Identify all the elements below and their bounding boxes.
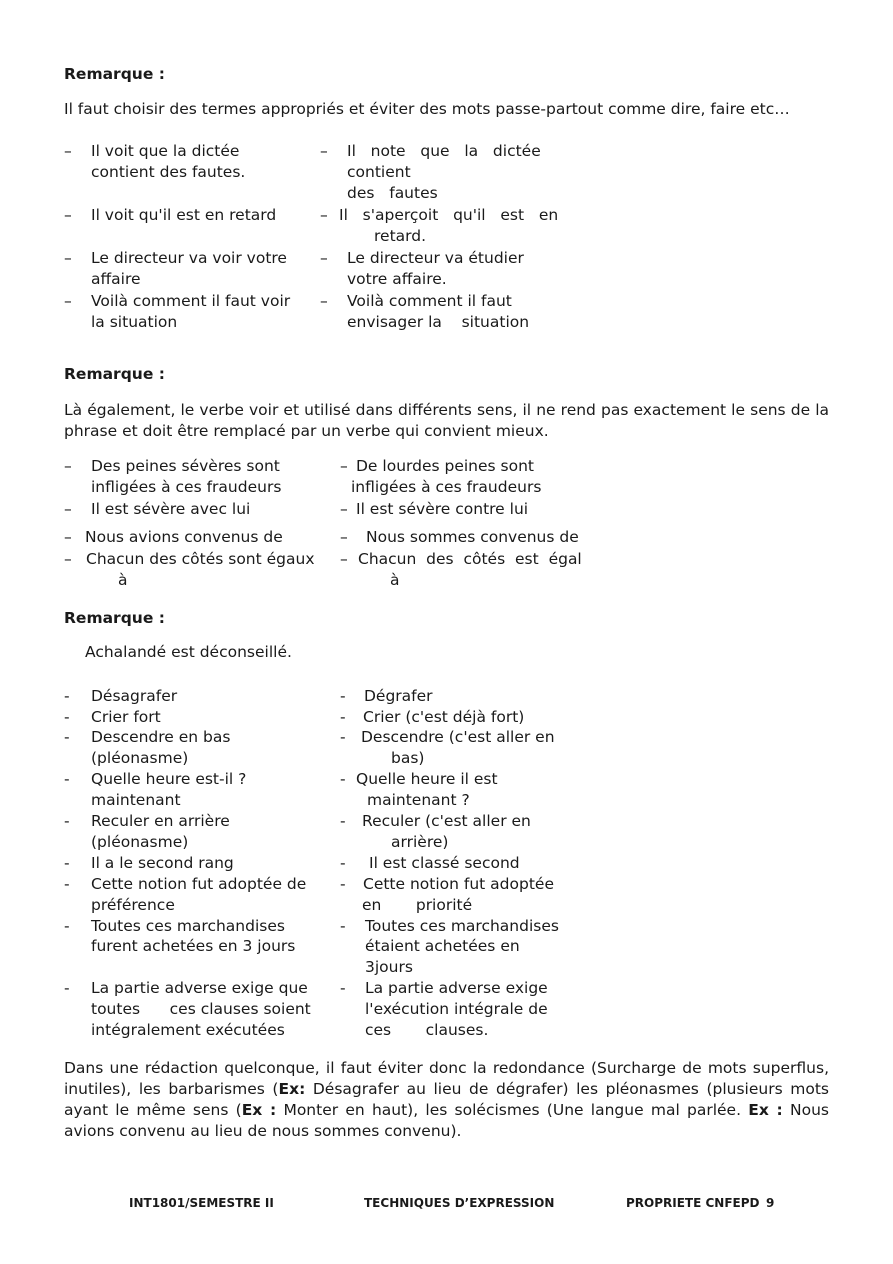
list-item: à: [118, 571, 128, 589]
dash: -: [64, 770, 70, 788]
list-item: Reculer en arrière: [91, 812, 230, 830]
remark-heading-3: Remarque :: [64, 609, 165, 627]
list-item: ces clauses.: [365, 1021, 489, 1039]
list-item: retard.: [374, 227, 427, 245]
dash: -: [340, 917, 346, 935]
list-item: La partie adverse exige: [365, 979, 548, 997]
list-item: Reculer (c'est aller en: [362, 812, 531, 830]
list-item: Chacun des côtés est égal: [358, 550, 582, 568]
list-item: Descendre (c'est aller en: [361, 728, 555, 746]
dash: -: [340, 979, 346, 997]
remark-heading-2: Remarque :: [64, 365, 165, 383]
dash: -: [340, 770, 346, 788]
list-item: furent achetées en 3 jours: [91, 937, 296, 955]
dash: –: [340, 550, 348, 568]
dash: -: [64, 854, 70, 872]
list-item: Voilà comment il faut voir: [91, 292, 291, 310]
list-item: 3jours: [365, 958, 413, 976]
list-item: contient: [347, 163, 411, 181]
list-item: Il note que la dictée: [347, 142, 541, 160]
list-item: Le directeur va étudier: [347, 249, 524, 267]
list-item: affaire: [91, 270, 141, 288]
dash: -: [340, 687, 346, 705]
list-item: Crier fort: [91, 708, 161, 726]
dash: -: [64, 979, 70, 997]
dash: -: [64, 875, 70, 893]
intro-text: Il faut choisir des termes appropriés et éviter des mots passe-partout comme dire, faire etc…: [64, 100, 790, 118]
list-item: Il est sévère avec lui: [91, 500, 251, 518]
dash: -: [340, 875, 346, 893]
conclusion-text: Monter en haut), les solécismes (Une langue mal parlée.: [276, 1101, 749, 1119]
dash: -: [340, 854, 346, 872]
dash: –: [340, 528, 348, 546]
dash: –: [320, 206, 328, 224]
dash: -: [340, 812, 346, 830]
dash: -: [340, 728, 346, 746]
dash: –: [64, 457, 72, 475]
list-item: Il est classé second: [369, 854, 520, 872]
dash: –: [64, 292, 72, 310]
dash: -: [64, 708, 70, 726]
list-item: Des peines sévères sont: [91, 457, 280, 475]
example-label: Ex :: [748, 1101, 783, 1119]
dash: –: [320, 142, 328, 160]
list-item: maintenant: [91, 791, 181, 809]
remark-2-text: Là également, le verbe voir et utilisé dans différents sens, il ne rend pas exactement le sens de la phrase et doit être remplacé par un verbe qui convient mieux.: [64, 401, 829, 440]
conclusion-paragraph: [64, 1058, 829, 1142]
list-item: toutes ces clauses soient: [91, 1000, 311, 1018]
list-item: étaient achetées en: [365, 937, 520, 955]
dash: –: [64, 528, 72, 546]
list-item: Il s'aperçoit qu'il est en: [339, 206, 559, 224]
footer-owner: PROPRIETE CNFEPD: [626, 1196, 760, 1210]
dash: -: [64, 728, 70, 746]
dash: -: [340, 708, 346, 726]
dash: –: [64, 550, 72, 568]
list-item: Nous avions convenus de: [85, 528, 283, 546]
list-item: Toutes ces marchandises: [365, 917, 559, 935]
dash: –: [64, 142, 72, 160]
dash: -: [64, 917, 70, 935]
list-item: à: [390, 571, 400, 589]
list-item: Quelle heure il est: [356, 770, 498, 788]
footer-course-title: TECHNIQUES D’EXPRESSION: [364, 1196, 555, 1210]
example-label: Ex:: [278, 1080, 306, 1098]
dash: -: [64, 812, 70, 830]
list-item: Descendre en bas: [91, 728, 231, 746]
list-item: en priorité: [362, 896, 473, 914]
list-item: (pléonasme): [91, 833, 189, 851]
list-item: maintenant ?: [367, 791, 470, 809]
dash: -: [64, 687, 70, 705]
list-item: Cette notion fut adoptée de: [91, 875, 307, 893]
dash: –: [64, 206, 72, 224]
dash: –: [64, 500, 72, 518]
list-item: Dégrafer: [364, 687, 433, 705]
list-item: La partie adverse exige que: [91, 979, 308, 997]
remark-3-text: Achalandé est déconseillé.: [85, 643, 292, 661]
list-item: Quelle heure est-il ?: [91, 770, 247, 788]
list-item: Il voit qu'il est en retard: [91, 206, 277, 224]
dash: –: [320, 249, 328, 267]
remark-heading-1: Remarque :: [64, 65, 165, 83]
dash: –: [340, 500, 348, 518]
list-item: infligées à ces fraudeurs: [91, 478, 282, 496]
list-item: des fautes: [347, 184, 438, 202]
list-item: Cette notion fut adoptée: [363, 875, 554, 893]
dash: –: [340, 457, 348, 475]
list-item: Désagrafer: [91, 687, 178, 705]
list-item: Voilà comment il faut: [347, 292, 512, 310]
list-item: votre affaire.: [347, 270, 447, 288]
list-item: la situation: [91, 313, 178, 331]
list-item: Il a le second rang: [91, 854, 234, 872]
list-item: l'exécution intégrale de: [365, 1000, 548, 1018]
dash: –: [320, 292, 328, 310]
list-item: Toutes ces marchandises: [91, 917, 285, 935]
footer-course-code: INT1801/SEMESTRE II: [129, 1196, 274, 1210]
list-item: envisager la situation: [347, 313, 530, 331]
list-item: bas): [391, 749, 425, 767]
list-item: (pléonasme): [91, 749, 189, 767]
list-item: Crier (c'est déjà fort): [363, 708, 525, 726]
list-item: Il voit que la dictée: [91, 142, 240, 160]
list-item: Le directeur va voir votre: [91, 249, 287, 267]
list-item: Il est sévère contre lui: [356, 500, 529, 518]
list-item: infligées à ces fraudeurs: [351, 478, 542, 496]
conclusion-text: Nous avions convenu au lieu de nous sommes convenu).: [64, 1101, 829, 1140]
conclusion-text: Dans une rédaction quelconque, il faut éviter donc la redondance (Surcharge de mots superflus, inutiles), les barbarismes (: [64, 1059, 829, 1098]
dash: –: [64, 249, 72, 267]
example-label: Ex :: [241, 1101, 277, 1119]
list-item: Nous sommes convenus de: [366, 528, 579, 546]
conclusion-text: Désagrafer au lieu de dégrafer) les pléonasmes (plusieurs mots ayant le même sens (: [64, 1080, 829, 1119]
list-item: préférence: [91, 896, 175, 914]
footer-page-number: 9: [766, 1196, 775, 1210]
list-item: Chacun des côtés sont égaux: [86, 550, 315, 568]
list-item: De lourdes peines sont: [356, 457, 534, 475]
list-item: intégralement exécutées: [91, 1021, 285, 1039]
list-item: contient des fautes.: [91, 163, 246, 181]
list-item: arrière): [391, 833, 449, 851]
